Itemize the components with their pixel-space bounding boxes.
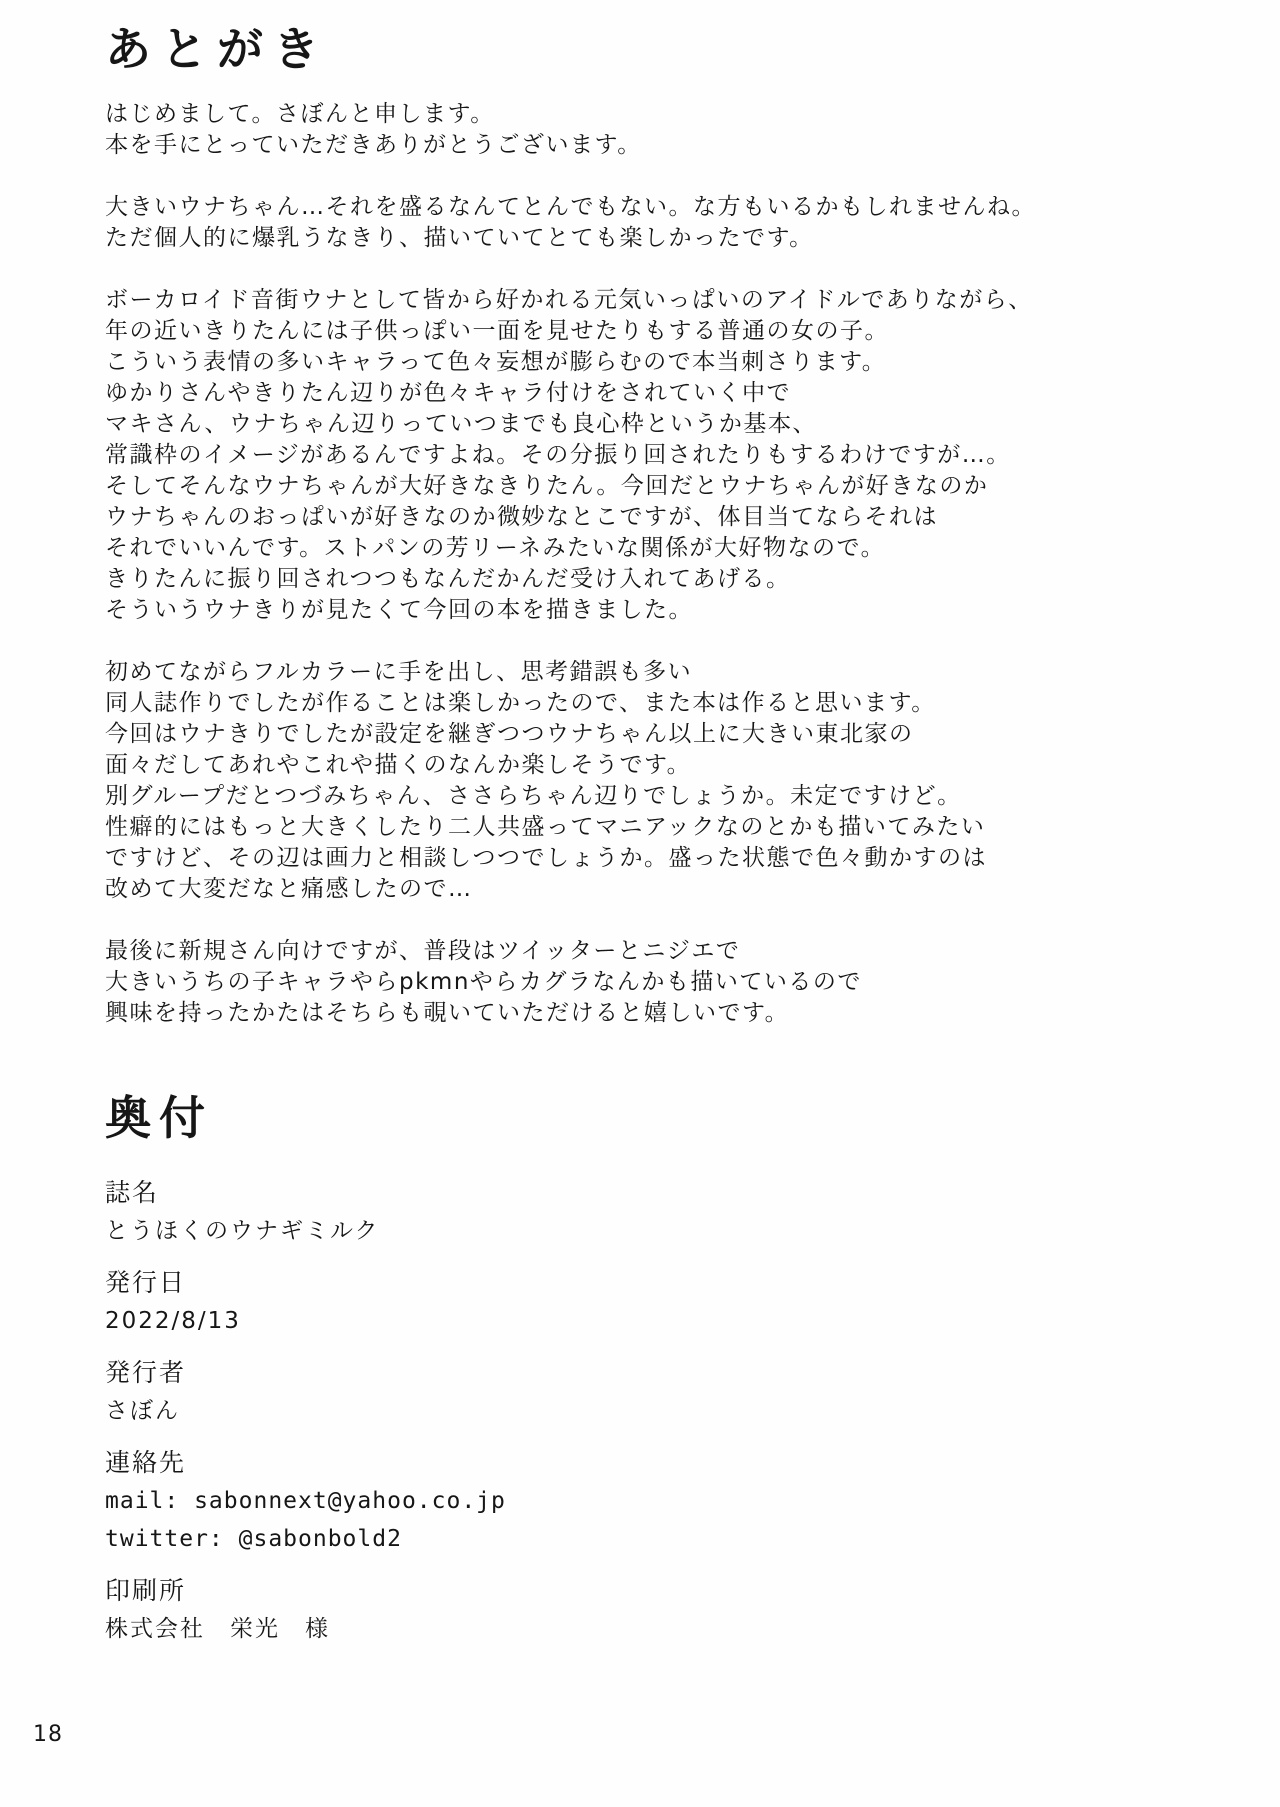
colophon-entry-label: 発行日 (105, 1268, 187, 1298)
colophon-entry (105, 1354, 1210, 1430)
text-line: こういう表情の多いキャラって色々妄想が膨らむので本当刺さります。 (105, 349, 887, 376)
text-line: 性癖的にはもっと大きくしたり二人共盛ってマニアックなのとかも描いてみたい (105, 814, 986, 841)
text-line: 同人誌作りでしたが作ることは楽しかったので、また本は作ると思います。 (105, 690, 936, 717)
afterword-title: あとがき (105, 22, 329, 76)
text-line: 改めて大変だなと痛感したので… (105, 876, 473, 903)
colophon-entry-value: さぼん (105, 1398, 180, 1425)
colophon-entry-value: とうほくのウナギミルク (105, 1218, 380, 1245)
text-line: ですけど、その辺は画力と相談しつつでしょうか。盛った状態で色々動かすのは (105, 845, 987, 872)
text-line: きりたんに振り回されつつもなんだかんだ受け入れてあげる。 (105, 566, 791, 593)
afterword-paragraph (105, 285, 1210, 626)
colophon-title: 奥付 (105, 1091, 213, 1146)
text-line: ボーカロイド音街ウナとして皆から好かれる元気いっぱいのアイドルでありながら、 (105, 287, 1033, 314)
afterword-paragraph (105, 192, 1210, 254)
text-line: 最後に新規さん向けですが、普段はツイッターとニジエで (105, 938, 741, 965)
text-line: 別グループだとつづみちゃん、ささらちゃん辺りでしょうか。未定ですけど。 (105, 783, 962, 810)
text-line: はじめまして。さぼんと申します。 (105, 101, 495, 128)
text-line: そういうウナきりが見たくて今回の本を描きました。 (105, 597, 693, 624)
page-number: 18 (33, 1722, 63, 1747)
afterword-paragraph (105, 657, 1210, 905)
colophon-entry-label: 印刷所 (105, 1576, 187, 1606)
text-line: マキさん、ウナちゃん辺りっていつまでも良心枠というか基本、 (105, 411, 817, 438)
colophon-entry-value: 2022/8/13 (105, 1308, 241, 1335)
colophon-twitter-value: twitter: @sabonbold2 (105, 1526, 402, 1553)
colophon (105, 1091, 1210, 1648)
afterword-paragraph (105, 99, 1210, 161)
text-line: ウナちゃんのおっぱいが好きなのか微妙なとこですが、体目当てならそれは (105, 504, 938, 531)
text-line: 大きいウナちゃん…それを盛るなんてとんでもない。な方もいるかもしれませんね。 (105, 194, 1036, 221)
text-line: 面々だしてあれやこれや描くのなんか楽しそうです。 (105, 752, 692, 779)
colophon-entry (105, 1444, 1210, 1558)
colophon-entry-label: 発行者 (105, 1358, 187, 1388)
colophon-entry-value: 株式会社 栄光 様 (105, 1616, 330, 1643)
text-line: 興味を持ったかたはそちらも覗いていただけると嬉しいです。 (105, 1000, 790, 1027)
text-line: それでいいんです。ストパンの芳リーネみたいな関係が大好物なので。 (105, 535, 886, 562)
text-line: 年の近いきりたんには子供っぽい一面を見せたりもする普通の女の子。 (105, 318, 889, 345)
text-line: ゆかりさんやきりたん辺りが色々キャラ付けをされていく中で (105, 380, 791, 407)
colophon-entry-label: 連絡先 (105, 1448, 187, 1478)
text-line: 今回はウナきりでしたが設定を継ぎつつウナちゃん以上に大きい東北家の (105, 721, 914, 748)
colophon-mail-value: mail: sabonnext@yahoo.co.jp (105, 1488, 506, 1515)
text-line: 常識枠のイメージがあるんですよね。その分振り回されたりもするわけですが…。 (105, 442, 1011, 469)
text-line: 本を手にとっていただきありがとうございます。 (105, 132, 642, 159)
text-line: そしてそんなウナちゃんが大好きなきりたん。今回だとウナちゃんが好きなのか (105, 473, 989, 500)
colophon-entry (105, 1264, 1210, 1340)
text-line: 大きいうちの子キャラやらpkmnやらカグラなんかも描いているので (105, 969, 862, 996)
afterword-paragraph (105, 936, 1210, 1029)
text-line: ただ個人的に爆乳うなきり、描いていてとても楽しかったです。 (105, 225, 814, 252)
colophon-entry-label: 誌名 (105, 1178, 160, 1208)
colophon-entry (105, 1572, 1210, 1648)
colophon-entry (105, 1174, 1210, 1250)
text-line: 初めてながらフルカラーに手を出し、思考錯誤も多い (105, 659, 693, 686)
